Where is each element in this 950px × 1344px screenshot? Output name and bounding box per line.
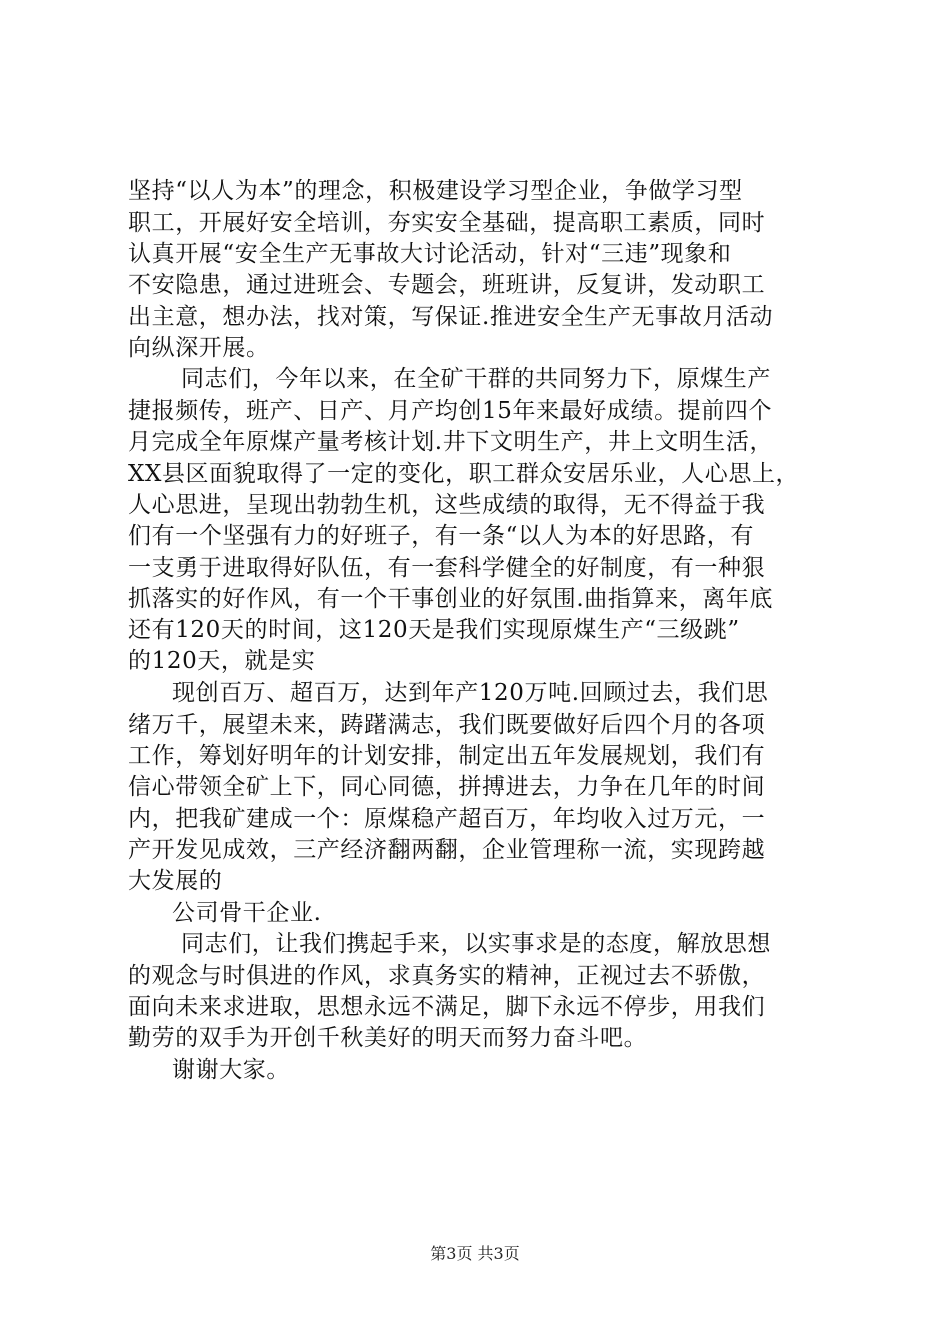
text-line: 的120天，就是实 bbox=[128, 648, 316, 674]
text-line: 绪万千，展望未来，踌躇满志，我们既要做好后四个月的各项 bbox=[128, 712, 766, 738]
text-line: 谢谢大家。 bbox=[172, 1057, 290, 1083]
text-line: 抓落实的好作风，有一个干事创业的好氛围.曲指算来，离年底 bbox=[128, 586, 774, 612]
text-line: 坚持“以人为本”的理念，积极建设学习型企业，争做学习型 bbox=[128, 178, 743, 204]
text-line: 捷报频传，班产、日产、月产均创15年来最好成绩。提前四个 bbox=[128, 398, 773, 424]
text-line: 的观念与时俱进的作风，求真务实的精神，正视过去不骄傲， bbox=[128, 963, 766, 989]
text-line: 不安隐患，通过进班会、专题会，班班讲，反复讲，发动职工 bbox=[128, 272, 766, 298]
text-line: XX县区面貌取得了一定的变化，职工群众安居乐业，人心思上， bbox=[128, 461, 800, 487]
text-line: 职工，开展好安全培训，夯实安全基础，提高职工素质，同时 bbox=[128, 210, 766, 236]
text-line: 月完成全年原煤产量考核计划.井下文明生产，井上文明生活， bbox=[128, 429, 774, 455]
text-line: 信心带领全矿上下，同心同德，拼搏进去，力争在几年的时间 bbox=[128, 774, 766, 800]
text-line: 工作，筹划好明年的计划安排，制定出五年发展规划，我们有 bbox=[128, 743, 766, 769]
text-line: 公司骨干企业. bbox=[172, 900, 322, 926]
text-line: 向纵深开展。 bbox=[128, 335, 270, 361]
text-line: 认真开展“安全生产无事故大讨论活动，针对“三违”现象和 bbox=[128, 241, 732, 267]
text-line: 勤劳的双手为开创千秋美好的明天而努力奋斗吧。 bbox=[128, 1025, 648, 1051]
text-line: 们有一个坚强有力的好班子，有一条“以人为本的好思路，有 bbox=[128, 523, 754, 549]
page-number: 第3页 共3页 bbox=[430, 1244, 520, 1263]
text-line: 内，把我矿建成一个：原煤稳产超百万，年均收入过万元，一 bbox=[128, 806, 766, 832]
text-line: 人心思进，呈现出勃勃生机，这些成绩的取得，无不得益于我 bbox=[128, 492, 766, 518]
text-line: 产开发见成效，三产经济翻两翻，企业管理称一流，实现跨越 bbox=[128, 837, 766, 863]
text-line: 现创百万、超百万，达到年产120万吨.回顾过去，我们思 bbox=[172, 680, 769, 706]
text-line: 还有120天的时间，这120天是我们实现原煤生产“三级跳” bbox=[128, 617, 740, 643]
text-line: 同志们，让我们携起手来，以实事求是的态度，解放思想 bbox=[181, 931, 771, 957]
text-line: 出主意，想办法，找对策，写保证.推进安全生产无事故月活动 bbox=[128, 304, 774, 330]
text-line: 大发展的 bbox=[128, 868, 223, 894]
text-line: 一支勇于进取得好队伍，有一套科学健全的好制度，有一种狠 bbox=[128, 555, 766, 581]
text-line: 同志们，今年以来，在全矿干群的共同努力下，原煤生产 bbox=[181, 366, 771, 392]
text-line: 面向未来求进取，思想永远不满足，脚下永远不停步，用我们 bbox=[128, 994, 766, 1020]
